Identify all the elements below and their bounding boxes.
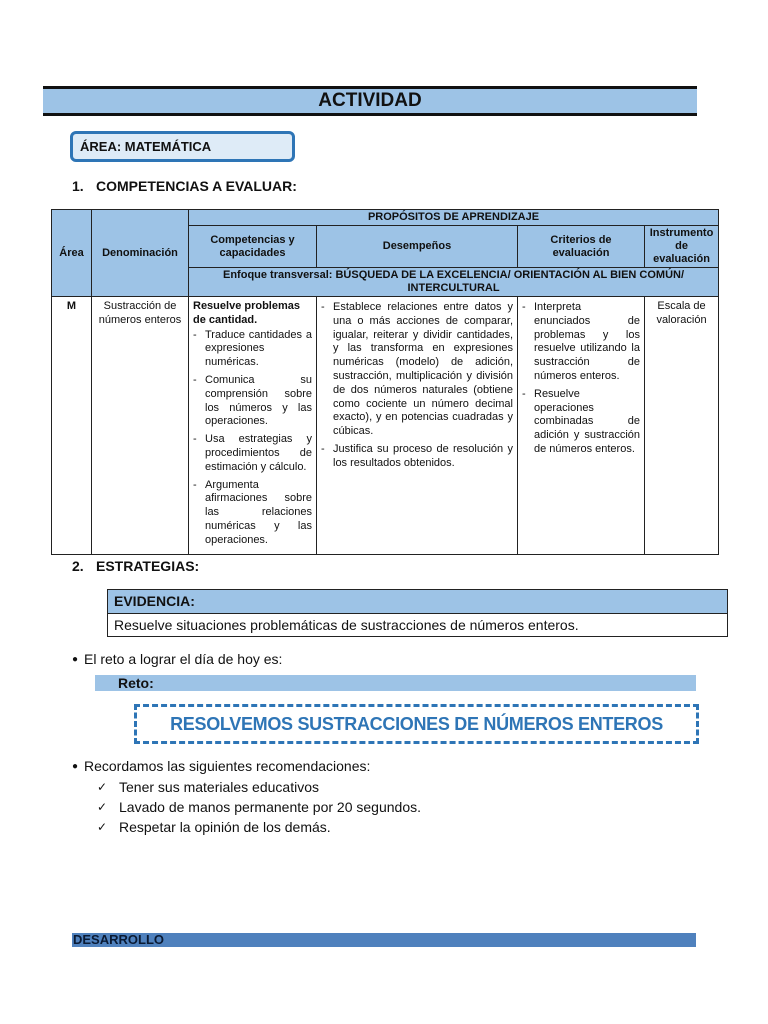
area-label: ÁREA: MATEMÁTICA	[80, 139, 212, 154]
reto-box: RESOLVEMOS SUSTRACCIONES DE NÚMEROS ENTEROS	[134, 704, 699, 744]
competencia-title: Resuelve problemas de cantidad.	[193, 300, 300, 326]
table-row	[52, 297, 719, 555]
cell-desempenos	[317, 297, 518, 555]
recomendaciones-intro-text: Recordamos las siguientes recomendaciones:	[84, 758, 371, 774]
reto-label-bar: Reto:	[95, 675, 696, 691]
recomendacion-text: Respetar la opinión de los demás.	[119, 819, 331, 835]
recomendaciones-list	[97, 777, 421, 837]
desarrollo-heading: DESARROLLO	[72, 933, 696, 947]
list-item: - Resuelve operaciones combinadas de adición y sustracción de números enteros.	[522, 388, 640, 457]
cell-denominacion: Sustracción de números enteros	[92, 297, 189, 555]
capacidades-list	[193, 329, 312, 548]
list-item	[97, 797, 421, 817]
checkmark-icon: ✓	[97, 800, 108, 814]
section-number: 1.	[72, 178, 84, 194]
evidencia-text: Resuelve situaciones problemáticas de sustracciones de números enteros.	[114, 617, 579, 633]
list-item	[97, 817, 421, 837]
cell-competencias	[189, 297, 317, 555]
list-item: - Traduce cantidades a expresiones numéricas.	[193, 329, 312, 370]
recomendaciones-intro	[72, 758, 370, 774]
checkmark-icon: ✓	[97, 820, 108, 834]
section-number: 2.	[72, 558, 84, 574]
list-item: - Usa estrategias y procedimientos de estimación y cálculo.	[193, 433, 312, 474]
cell-area: M	[52, 297, 92, 555]
desempenos-list	[321, 301, 513, 471]
area-label-box	[70, 131, 295, 162]
cell-criterios	[518, 297, 645, 555]
list-item: - Justifica su proceso de resolución y los resultados obtenidos.	[321, 443, 513, 471]
list-item: - Interpreta enunciados de problemas y los resuelve utilizando la sustracción de números enteros.	[522, 301, 640, 384]
recomendacion-text: Tener sus materiales educativos	[119, 779, 319, 795]
checkmark-icon: ✓	[97, 780, 108, 794]
bullet-icon: ●	[72, 760, 79, 772]
header-criterios: Criterios de evaluación	[518, 226, 645, 268]
competencias-table	[51, 209, 719, 555]
list-item: - Argumenta afirmaciones sobre las relaciones numéricas y las operaciones.	[193, 479, 312, 548]
header-denominacion: Denominación	[92, 210, 189, 297]
reto-intro-text: El reto a lograr el día de hoy es:	[84, 651, 283, 667]
list-item	[97, 777, 421, 797]
header-desempenos: Desempeños	[317, 226, 518, 268]
cell-instrumento: Escala de valoración	[645, 297, 719, 555]
list-item: - Establece relaciones entre datos y una o más acciones de comparar, igualar, reiterar y dividir cantidades, y las transforma en expresiones numéricas (modelo) de adición, sustracción, multiplicación y división de dos números naturales (obtiene como cociente un número decimal exacto), y en potencias cuadradas y cúbicas.	[321, 301, 513, 439]
section-estrategias-heading	[72, 558, 199, 574]
list-item: - Comunica su comprensión sobre los números y las operaciones.	[193, 374, 312, 429]
header-area: Área	[52, 210, 92, 297]
criterios-list	[522, 301, 640, 457]
header-instrumento: Instrumento de evaluación	[645, 226, 719, 268]
section-title: ESTRATEGIAS:	[96, 558, 200, 574]
section-competencias-heading	[72, 178, 297, 194]
activity-title: ACTIVIDAD	[43, 86, 697, 116]
bullet-icon: ●	[72, 653, 79, 665]
reto-intro	[72, 651, 282, 667]
section-title: COMPETENCIAS A EVALUAR:	[96, 178, 297, 194]
evidencia-box	[107, 589, 728, 637]
recomendacion-text: Lavado de manos permanente por 20 segundos.	[119, 799, 421, 815]
evidencia-label: EVIDENCIA:	[108, 590, 727, 614]
header-propositos: PROPÓSITOS DE APRENDIZAJE	[189, 210, 719, 226]
header-enfoque: Enfoque transversal: BÚSQUEDA DE LA EXCELENCIA/ ORIENTACIÓN AL BIEN COMÚN/ INTERCULTURAL	[189, 268, 719, 297]
header-competencias: Competencias y capacidades	[189, 226, 317, 268]
